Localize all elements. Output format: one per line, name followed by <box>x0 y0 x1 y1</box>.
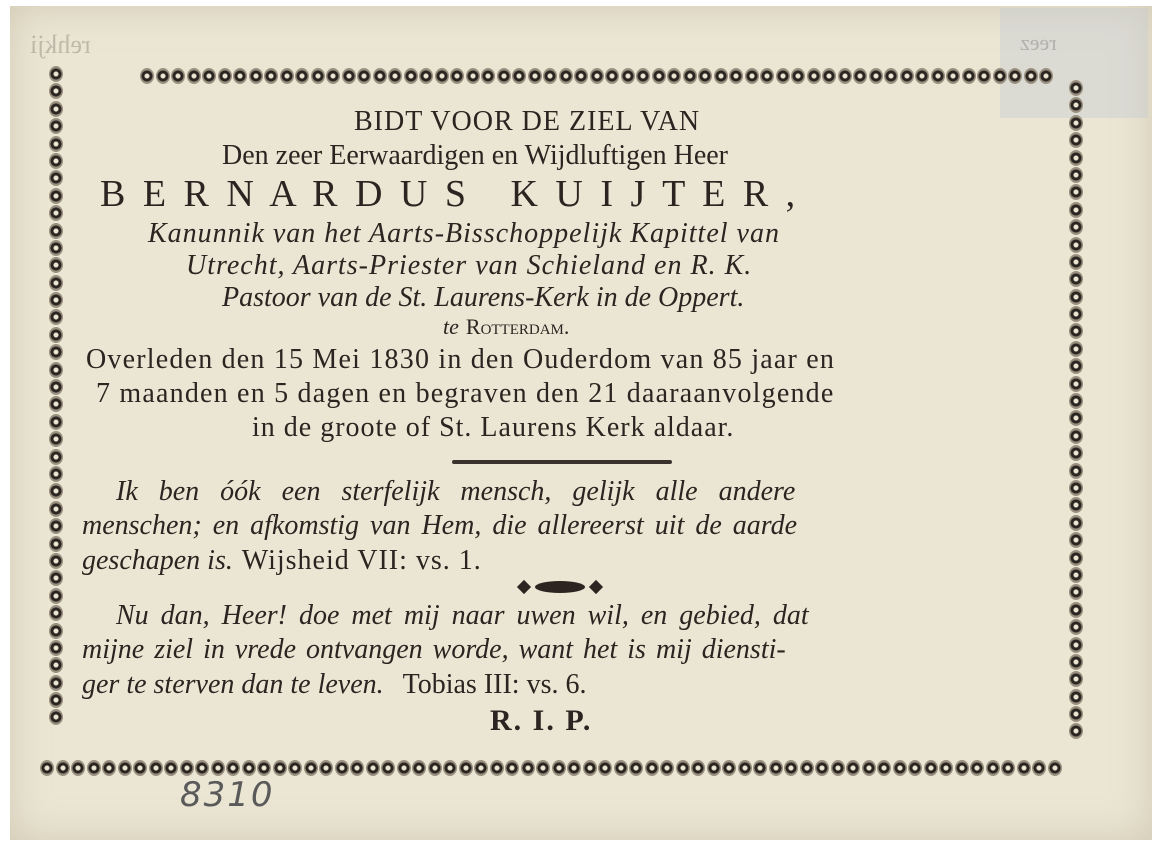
bead-ornament <box>49 257 63 273</box>
bead-ornament <box>1039 68 1053 84</box>
bead-ornament <box>140 68 154 84</box>
bead-ornament <box>605 68 619 84</box>
bead-ornament <box>760 68 774 84</box>
bead-ornament <box>1069 184 1083 200</box>
bead-ornament <box>722 760 736 776</box>
bead-ornament <box>381 760 395 776</box>
bead-ornament <box>652 68 666 84</box>
bead-ornament <box>1069 584 1083 600</box>
title-line-3: Pastoor van de St. Laurens-Kerk in de Oppert. <box>222 282 745 313</box>
bead-ornament <box>87 760 101 776</box>
bead-ornament <box>49 223 63 239</box>
bead-ornament <box>49 553 63 569</box>
bead-ornament <box>397 760 411 776</box>
title-line-1: Kanunnik van het Aarts-Bisschoppelijk Kapittel van <box>148 218 780 249</box>
bead-ornament <box>590 68 604 84</box>
bead-border-left <box>44 66 68 727</box>
bead-ornament <box>133 760 147 776</box>
bead-ornament <box>1069 237 1083 253</box>
bead-ornament <box>815 760 829 776</box>
bead-ornament <box>853 68 867 84</box>
bead-ornament <box>946 68 960 84</box>
bead-ornament <box>49 483 63 499</box>
bead-ornament <box>977 68 991 84</box>
bead-ornament <box>1069 376 1083 392</box>
bead-ornament <box>1069 410 1083 426</box>
bead-ornament <box>49 709 63 725</box>
verse2-line3 <box>82 667 586 701</box>
bead-ornament <box>807 68 821 84</box>
bead-ornament <box>335 760 349 776</box>
bead-ornament <box>264 68 278 84</box>
bead-ornament <box>1069 497 1083 513</box>
bead-ornament <box>435 68 449 84</box>
bead-ornament <box>357 68 371 84</box>
bead-ornament <box>1069 723 1083 739</box>
bead-ornament <box>466 68 480 84</box>
bead-ornament <box>49 657 63 673</box>
bead-ornament <box>49 309 63 325</box>
bead-ornament <box>187 68 201 84</box>
bead-ornament <box>505 760 519 776</box>
bead-ornament <box>822 68 836 84</box>
bead-ornament <box>49 431 63 447</box>
bead-ornament <box>1069 271 1083 287</box>
bead-ornament <box>698 68 712 84</box>
bead-ornament <box>195 760 209 776</box>
bead-ornament <box>1069 689 1083 705</box>
bead-ornament <box>218 68 232 84</box>
title-line-2: Utrecht, Aarts-Priester van Schieland en R. K. <box>186 250 753 281</box>
bead-ornament <box>49 396 63 412</box>
bead-ornament <box>242 760 256 776</box>
bead-ornament <box>791 68 805 84</box>
bead-ornament <box>49 240 63 256</box>
bleed-through-text: rеhkji <box>30 30 91 59</box>
bead-ornament <box>552 760 566 776</box>
verse1-line1: Ik ben óók een sterfelijk mensch, gelijk alle andere <box>116 476 796 507</box>
bead-ornament <box>342 68 356 84</box>
bead-ornament <box>49 414 63 430</box>
bead-ornament <box>49 275 63 291</box>
bead-ornament <box>233 68 247 84</box>
bead-ornament <box>521 760 535 776</box>
bead-ornament <box>171 68 185 84</box>
bead-ornament <box>388 68 402 84</box>
bead-ornament <box>49 466 63 482</box>
bead-ornament <box>1001 760 1015 776</box>
bead-ornament <box>71 760 85 776</box>
bead-ornament <box>149 760 163 776</box>
verse2-line1: Nu dan, Heer! doe met mij naar uwen wil, en gebied, dat <box>116 600 809 631</box>
bead-ornament <box>915 68 929 84</box>
bead-ornament <box>567 760 581 776</box>
bead-ornament <box>49 623 63 639</box>
bead-ornament <box>831 760 845 776</box>
bead-ornament <box>1069 445 1083 461</box>
bead-ornament <box>1069 167 1083 183</box>
bead-ornament <box>1048 760 1062 776</box>
bead-ornament <box>1069 323 1083 339</box>
bead-ornament <box>1069 393 1083 409</box>
bead-ornament <box>908 760 922 776</box>
bead-ornament <box>729 68 743 84</box>
bead-ornament <box>474 760 488 776</box>
bead-ornament <box>714 68 728 84</box>
bead-ornament <box>924 760 938 776</box>
bead-ornament <box>1069 202 1083 218</box>
bead-ornament <box>769 760 783 776</box>
bead-ornament <box>280 68 294 84</box>
verse2-line2: mijne ziel in vrede ontvangen worde, want het is mij diensti- <box>82 634 786 665</box>
bead-ornament <box>49 205 63 221</box>
bead-ornament <box>412 760 426 776</box>
bead-ornament <box>102 760 116 776</box>
bead-ornament <box>869 68 883 84</box>
bead-ornament <box>528 68 542 84</box>
bead-ornament <box>1069 532 1083 548</box>
bead-ornament <box>49 640 63 656</box>
bead-ornament <box>226 760 240 776</box>
bead-ornament <box>249 68 263 84</box>
bead-ornament <box>373 68 387 84</box>
bead-ornament <box>1069 358 1083 374</box>
bead-ornament <box>1069 654 1083 670</box>
bead-ornament <box>1069 219 1083 235</box>
verse1-line2: menschen; en afkomstig van Hem, die allereerst uit de aarde <box>82 510 798 541</box>
bead-ornament <box>893 760 907 776</box>
bead-ornament <box>1069 550 1083 566</box>
bead-ornament <box>884 68 898 84</box>
bead-ornament <box>497 68 511 84</box>
bead-ornament <box>1069 428 1083 444</box>
bead-ornament <box>419 68 433 84</box>
bead-ornament <box>900 68 914 84</box>
city-line <box>443 314 569 340</box>
bead-ornament <box>49 536 63 552</box>
bead-ornament <box>986 760 1000 776</box>
bead-ornament <box>350 760 364 776</box>
bead-ornament <box>955 760 969 776</box>
bead-ornament <box>56 760 70 776</box>
bead-ornament <box>574 68 588 84</box>
bleed-through-text: reez <box>1020 30 1057 55</box>
deceased-name: B E R N A R D U S K U I J T E R , <box>100 173 800 215</box>
divider-rule <box>452 460 672 464</box>
bead-ornament <box>326 68 340 84</box>
bead-ornament <box>481 68 495 84</box>
bead-ornament <box>202 68 216 84</box>
bead-ornament <box>443 760 457 776</box>
bead-ornament <box>49 292 63 308</box>
bead-ornament <box>1069 97 1083 113</box>
death-line-2: 7 maanden en 5 dagen en begraven den 21 daaraanvolgende <box>96 378 835 409</box>
bead-ornament <box>683 68 697 84</box>
bead-ornament <box>1017 760 1031 776</box>
bead-ornament <box>1069 567 1083 583</box>
bead-ornament <box>118 760 132 776</box>
heading-line: BIDT VOOR DE ZIEL VAN <box>354 106 701 137</box>
bead-ornament <box>459 760 473 776</box>
verse1-reference: Wijsheid VII: vs. 1. <box>241 545 482 576</box>
bead-ornament <box>49 692 63 708</box>
bead-ornament <box>1069 150 1083 166</box>
bead-ornament <box>962 68 976 84</box>
verse1-line3-text: geschapen is. <box>82 545 233 576</box>
bead-ornament <box>993 68 1007 84</box>
bead-ornament <box>164 760 178 776</box>
bead-ornament <box>636 68 650 84</box>
bead-ornament <box>311 68 325 84</box>
bead-ornament <box>273 760 287 776</box>
bead-ornament <box>1069 480 1083 496</box>
bead-ornament <box>49 101 63 117</box>
bead-ornament <box>1069 706 1083 722</box>
bead-ornament <box>180 760 194 776</box>
bead-ornament <box>629 760 643 776</box>
bead-ornament <box>319 760 333 776</box>
bead-ornament <box>846 760 860 776</box>
verse1-line3 <box>82 543 482 577</box>
bead-ornament <box>1024 68 1038 84</box>
bead-ornament <box>304 760 318 776</box>
bead-ornament <box>660 760 674 776</box>
bead-ornament <box>49 170 63 186</box>
bead-ornament <box>536 760 550 776</box>
ornament-divider <box>505 580 615 594</box>
subtitle-line: Den zeer Eerwaardigen en Wijdluftigen Heer <box>222 140 728 171</box>
bead-ornament <box>1069 637 1083 653</box>
bead-ornament <box>667 68 681 84</box>
bead-ornament <box>1069 289 1083 305</box>
bead-ornament <box>512 68 526 84</box>
bead-ornament <box>559 68 573 84</box>
bead-ornament <box>49 344 63 360</box>
bead-ornament <box>211 760 225 776</box>
bead-ornament <box>49 136 63 152</box>
bead-ornament <box>543 68 557 84</box>
death-line-1: Overleden den 15 Mei 1830 in den Ouderdom van 85 jaar en <box>86 344 836 375</box>
bead-ornament <box>49 518 63 534</box>
handwritten-inventory-number: 8310 <box>180 775 275 815</box>
bead-ornament <box>1069 671 1083 687</box>
bead-ornament <box>366 760 380 776</box>
bead-ornament <box>1069 254 1083 270</box>
bead-ornament <box>49 449 63 465</box>
bead-ornament <box>939 760 953 776</box>
bead-ornament <box>800 760 814 776</box>
bead-border-right <box>1064 80 1088 741</box>
bead-ornament <box>1069 341 1083 357</box>
bead-ornament <box>1069 306 1083 322</box>
bead-border-top <box>140 64 1055 88</box>
bead-ornament <box>970 760 984 776</box>
bead-ornament <box>156 68 170 84</box>
bead-ornament <box>745 68 759 84</box>
bead-ornament <box>295 68 309 84</box>
bead-ornament <box>49 379 63 395</box>
bead-ornament <box>931 68 945 84</box>
bead-ornament <box>614 760 628 776</box>
bead-ornament <box>288 760 302 776</box>
death-line-3: in de groote of St. Laurens Kerk aldaar. <box>252 412 735 443</box>
bead-ornament <box>691 760 705 776</box>
verse2-line3-text: ger te sterven dan te leven. <box>82 669 384 700</box>
city-name: Rotterdam. <box>465 314 570 339</box>
bead-ornament <box>49 675 63 691</box>
bead-ornament <box>1008 68 1022 84</box>
bead-ornament <box>40 760 54 776</box>
rip-line: R. I. P. <box>490 704 593 737</box>
bead-ornament <box>428 760 442 776</box>
bead-ornament <box>49 501 63 517</box>
bead-ornament <box>257 760 271 776</box>
bead-ornament <box>707 760 721 776</box>
bead-ornament <box>862 760 876 776</box>
bead-ornament <box>49 362 63 378</box>
bead-ornament <box>49 570 63 586</box>
bead-ornament <box>1069 80 1083 96</box>
bead-ornament <box>1069 602 1083 618</box>
bead-ornament <box>838 68 852 84</box>
bead-ornament <box>676 760 690 776</box>
city-prefix: te <box>443 314 459 339</box>
bead-ornament <box>49 605 63 621</box>
bead-ornament <box>490 760 504 776</box>
bead-ornament <box>1069 463 1083 479</box>
bead-ornament <box>1069 115 1083 131</box>
bead-ornament <box>404 68 418 84</box>
bead-ornament <box>49 153 63 169</box>
bead-ornament <box>784 760 798 776</box>
bead-ornament <box>49 83 63 99</box>
bead-ornament <box>49 327 63 343</box>
bead-ornament <box>776 68 790 84</box>
bead-ornament <box>49 588 63 604</box>
bead-ornament <box>49 118 63 134</box>
bead-ornament <box>49 188 63 204</box>
bead-ornament <box>1032 760 1046 776</box>
bead-ornament <box>621 68 635 84</box>
bead-ornament <box>1069 619 1083 635</box>
bead-ornament <box>753 760 767 776</box>
bead-ornament <box>738 760 752 776</box>
bead-ornament <box>598 760 612 776</box>
bead-ornament <box>1069 132 1083 148</box>
bead-ornament <box>49 66 63 82</box>
bead-ornament <box>1069 515 1083 531</box>
bead-ornament <box>583 760 597 776</box>
bead-ornament <box>877 760 891 776</box>
bead-ornament <box>645 760 659 776</box>
bead-ornament <box>450 68 464 84</box>
verse2-reference: Tobias III: vs. 6. <box>402 669 587 700</box>
